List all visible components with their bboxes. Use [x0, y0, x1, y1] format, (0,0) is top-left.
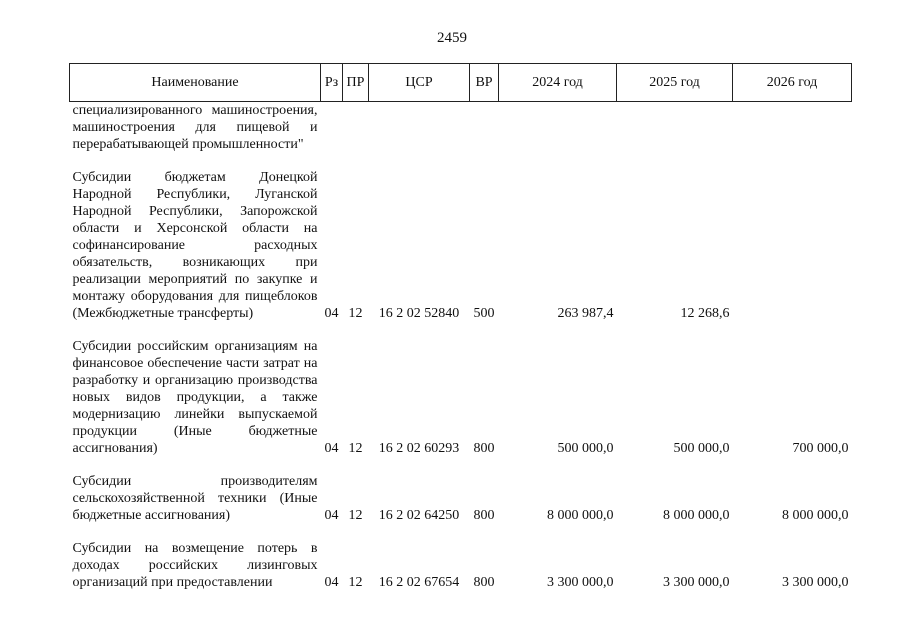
row-pr: 12 [348, 306, 363, 321]
row-2026: 8 000 000,0 [782, 508, 849, 523]
row-vr: 800 [473, 575, 495, 590]
row-rz: 04 [324, 575, 339, 590]
header-2026: 2026 год [733, 64, 852, 102]
row-2025 [617, 102, 733, 154]
row-csr [369, 102, 470, 154]
row-2024: 500 000,0 [557, 441, 614, 456]
row-pr: 12 [348, 575, 363, 590]
row-2025: 12 268,6 [680, 306, 730, 321]
row-csr: 16 2 02 67654 [378, 575, 460, 590]
header-vr: ВР [470, 64, 499, 102]
row-2026 [733, 153, 852, 322]
table-row [70, 457, 852, 524]
row-2025: 8 000 000,0 [663, 508, 730, 523]
table-row [70, 102, 852, 154]
row-name: специализированного машиностроения, машиностроения для пищевой и перерабатывающей промышленности" [72, 103, 318, 152]
row-name-cell [70, 153, 321, 322]
row-2024 [499, 102, 617, 154]
row-rz: 04 [324, 306, 339, 321]
row-2024: 8 000 000,0 [547, 508, 614, 523]
header-rz: Рз [321, 64, 343, 102]
row-csr: 16 2 02 52840 [378, 306, 460, 321]
table-header-row [70, 64, 852, 102]
table-row [70, 524, 852, 591]
row-csr: 16 2 02 60293 [378, 441, 460, 456]
row-rz [321, 102, 343, 154]
row-name-cell [70, 322, 321, 457]
row-name-cell [70, 102, 321, 154]
row-vr: 800 [473, 508, 495, 523]
row-2026 [733, 102, 852, 154]
header-csr: ЦСР [369, 64, 470, 102]
row-rz: 04 [324, 441, 339, 456]
row-2026: 700 000,0 [792, 441, 849, 456]
row-csr: 16 2 02 64250 [378, 508, 460, 523]
row-name: Субсидии производителям сельскохозяйственной техники (Иные бюджетные ассигнования) [72, 474, 318, 523]
row-name: Субсидии бюджетам Донецкой Народной Республики, Луганской Народной Республики, Запорожской области и Херсонской области на софинансирование расходных обязательств, возникающих при реализации мероприятий по закупке и монтажу оборудования для пищеблоков (Межбюджетные трансферты) [72, 170, 318, 321]
budget-table [69, 63, 852, 591]
header-2024: 2024 год [499, 64, 617, 102]
header-pr: ПР [343, 64, 369, 102]
row-vr [470, 102, 499, 154]
row-vr: 500 [473, 306, 495, 321]
row-2024: 263 987,4 [557, 306, 614, 321]
row-name: Субсидии на возмещение потерь в доходах российских лизинговых организаций при предоставлении [72, 541, 318, 590]
row-rz: 04 [324, 508, 339, 523]
row-2025: 3 300 000,0 [663, 575, 730, 590]
table-row [70, 322, 852, 457]
header-2025: 2025 год [617, 64, 733, 102]
row-2026: 3 300 000,0 [782, 575, 849, 590]
row-pr: 12 [348, 441, 363, 456]
row-name: Субсидии российским организациям на финансовое обеспечение части затрат на разработку и организацию производства новых видов продукции, а также модернизацию линейки выпускаемой продукции (Иные бюджетные ассигнования) [72, 339, 318, 456]
row-2024: 3 300 000,0 [547, 575, 614, 590]
row-pr: 12 [348, 508, 363, 523]
page-number: 2459 [437, 30, 467, 46]
row-name-cell [70, 457, 321, 524]
row-pr [343, 102, 369, 154]
row-vr: 800 [473, 441, 495, 456]
row-name-cell [70, 524, 321, 591]
header-name: Наименование [70, 64, 321, 102]
table-row [70, 153, 852, 322]
row-2025: 500 000,0 [673, 441, 730, 456]
